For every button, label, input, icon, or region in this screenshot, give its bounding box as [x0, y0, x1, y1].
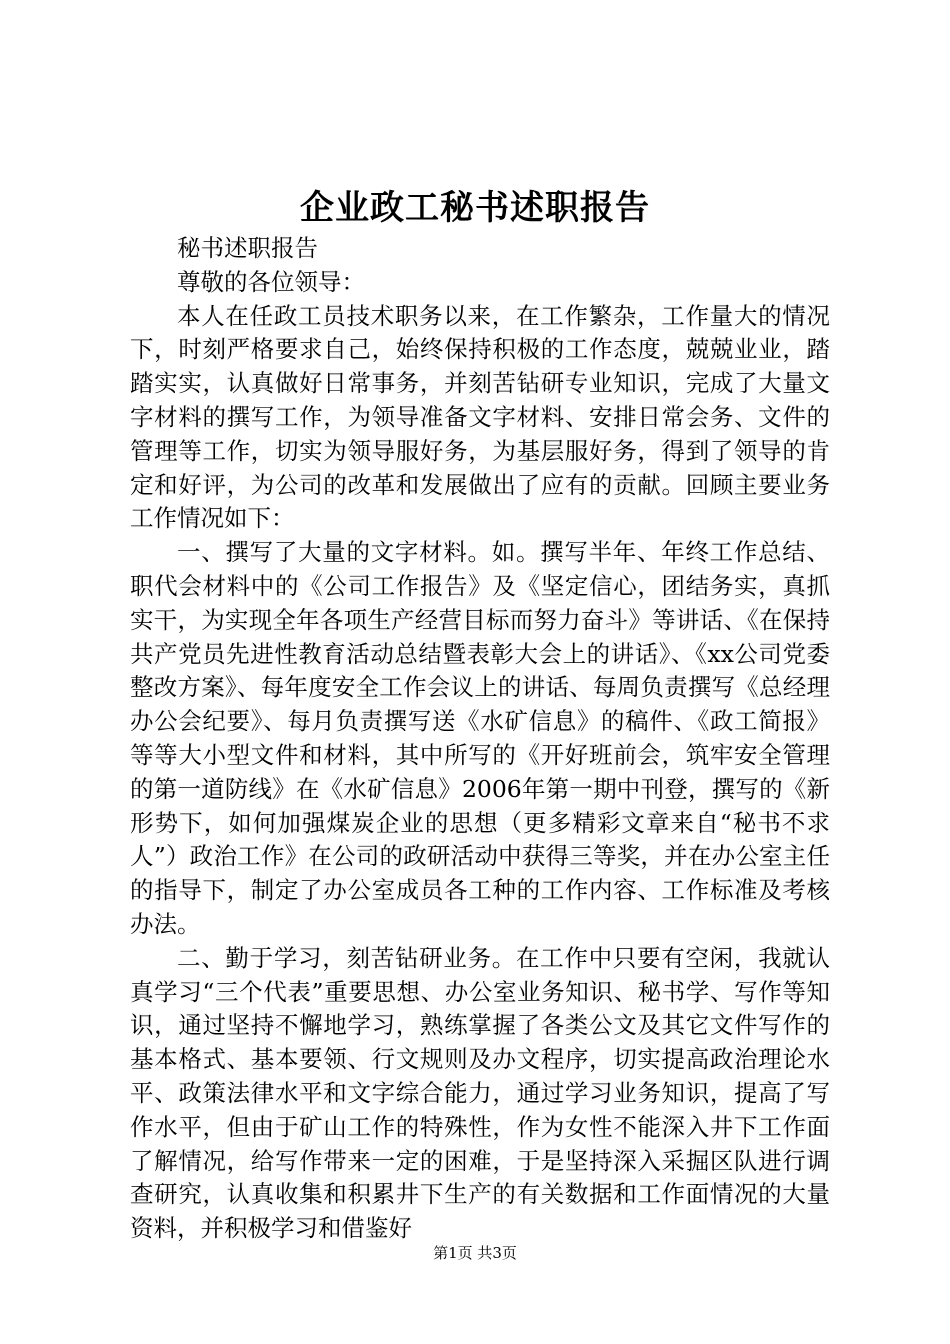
page-footer: 第1页 共3页: [433, 1244, 517, 1262]
paragraph-subtitle: 秘书述职报告: [177, 234, 318, 262]
paragraph-salutation: 尊敬的各位领导：: [177, 267, 365, 296]
document-title: 企业政工秘书述职报告: [300, 188, 650, 228]
document-body: [130, 232, 830, 1246]
paragraph-intro: 本人在任政工员技术职务以来，在工作繁杂，工作量大的情况下，时刻严格要求自己，始终保持积极的工作态度，兢兢业业，踏踏实实，认真做好日常事务，并刻苦钻研专业知识，完成了大量文字材料的撰写工作，为领导准备文字材料、安排日常会务、文件的管理等工作，切实为领导服好务，为基层服好务，得到了领导的肯定和好评，为公司的改革和发展做出了应有的贡献。回顾主要业务工作情况如下：: [130, 301, 830, 533]
paragraph-section-1: 一、撰写了大量的文字材料。如。撰写半年、年终工作总结、职代会材料中的《公司工作报告》及《坚定信心，团结务实，真抓实干，为实现全年各项生产经营目标而努力奋斗》等讲话、《在保持共产党员先进性教育活动总结暨表彰大会上的讲话》、《xx公司党委整改方案》、每年度安全工作会议上的讲话、每周负责撰写《总经理办公会纪要》、每月负责撰写送《水矿信息》的稿件、《政工简报》等等大小型文件和材料，其中所写的《开好班前会，筑牢安全管理的第一道防线》在《水矿信息》2006年第一期中刊登，撰写的《新形势下，如何加强煤炭企业的思想（更多精彩文章来自“秘书不求人”）政治工作》在公司的政研活动中获得三等奖，并在办公室主任的指导下，制定了办公室成员各工种的工作内容、工作标准及考核办法。: [130, 538, 830, 938]
paragraph-section-2: 二、勤于学习，刻苦钻研业务。在工作中只要有空闲，我就认真学习“三个代表”重要思想、办公室业务知识、秘书学、写作等知识，通过坚持不懈地学习，熟练掌握了各类公文及其它文件写作的基本格式、基本要领、行文规则及办文程序，切实提高政治理论水平、政策法律水平和文字综合能力，通过学习业务知识，提高了写作水平，但由于矿山工作的特殊性，作为女性不能深入井下工作面了解情况，给写作带来一定的困难，于是坚持深入采掘区队进行调查研究，认真收集和积累井下生产的有关数据和工作面情况的大量资料，并积极学习和借鉴好: [130, 943, 830, 1243]
